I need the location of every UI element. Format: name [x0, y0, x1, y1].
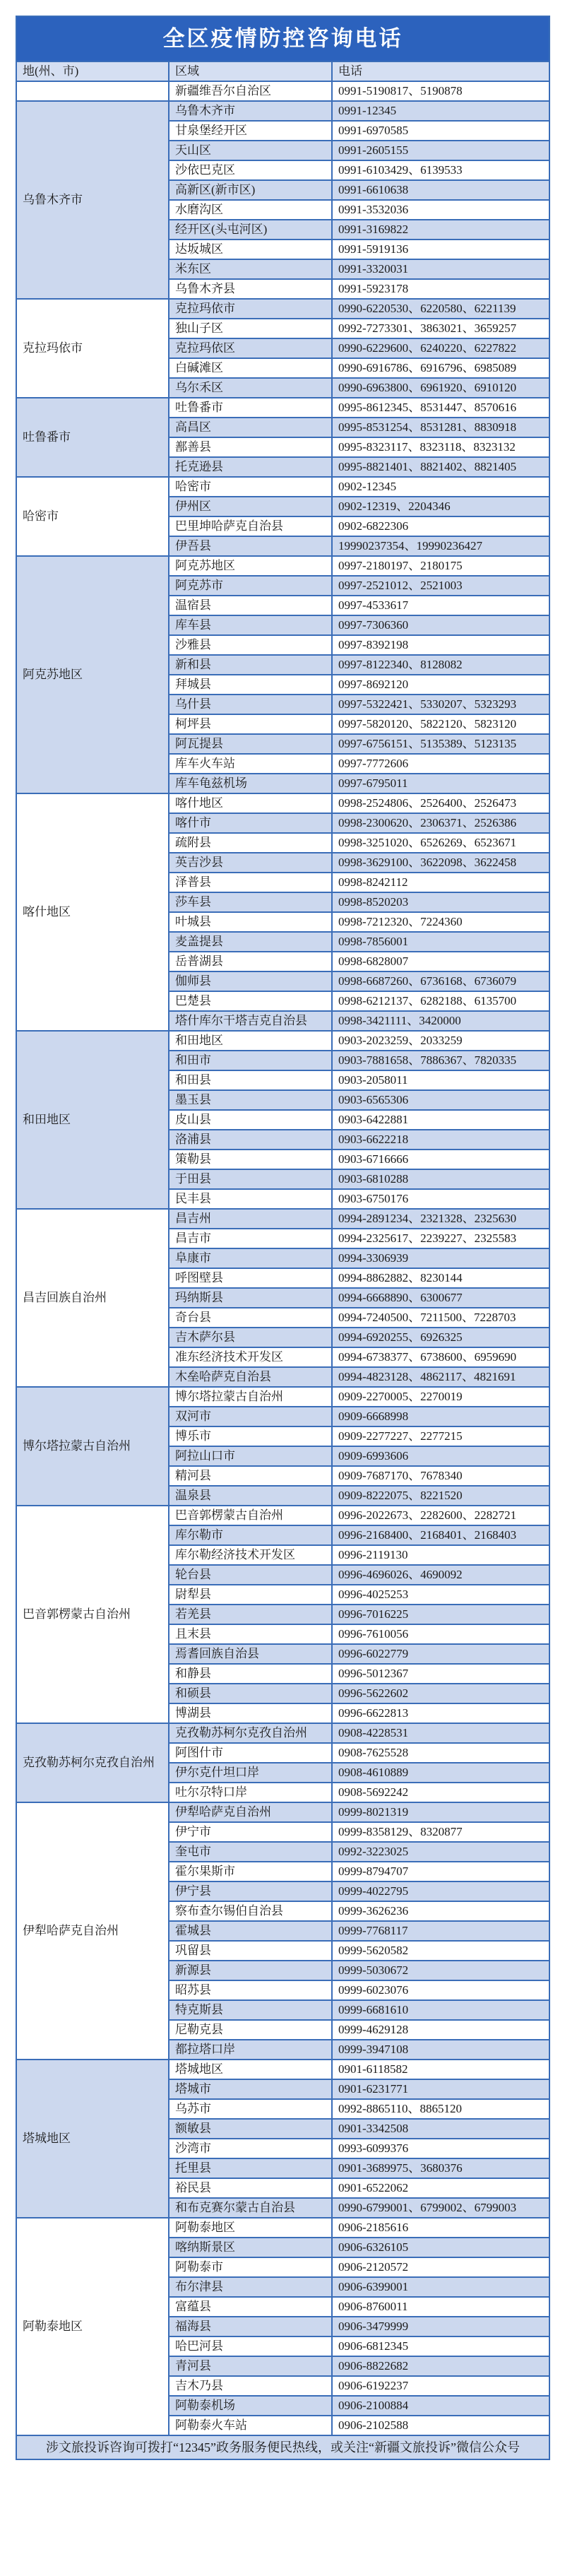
region-cell: 库车县: [169, 615, 332, 635]
phone-cell: 0996-2022673、2282600、2282721: [332, 1506, 549, 1525]
phone-cell: 0992-3223025: [332, 1842, 549, 1862]
phone-cell: 0909-6668998: [332, 1407, 549, 1426]
region-cell: 阿拉山口市: [169, 1446, 332, 1466]
phone-cell: 0999-6023076: [332, 1980, 549, 2000]
region-cell: 哈巴河县: [169, 2336, 332, 2356]
phone-cell: 0906-8822682: [332, 2356, 549, 2376]
region-cell: 米东区: [169, 259, 332, 279]
phone-cell: 0998-6212137、6282188、6135700: [332, 991, 549, 1011]
table-row: [16, 398, 549, 418]
phone-cell: 0999-3626236: [332, 1901, 549, 1921]
region-cell: 乌鲁木齐县: [169, 279, 332, 299]
phone-directory-table: [16, 16, 550, 2460]
prefecture-cell: 阿勒泰地区: [16, 2218, 169, 2435]
phone-cell: 0906-6192237: [332, 2376, 549, 2396]
region-cell: 沙雅县: [169, 635, 332, 655]
table-row: [16, 1387, 549, 1407]
phone-cell: 0906-2185616: [332, 2218, 549, 2238]
phone-cell: 0990-6229600、6240220、6227822: [332, 338, 549, 358]
phone-cell: 0990-6799001、6799002、6799003: [332, 2198, 549, 2218]
region-cell: 塔什库尔干塔吉克自治县: [169, 1011, 332, 1031]
phone-cell: 0997-6756151、5135389、5123135: [332, 734, 549, 754]
phone-cell: 0999-8021319: [332, 1802, 549, 1822]
region-cell: 伽师县: [169, 971, 332, 991]
region-cell: 且末县: [169, 1624, 332, 1644]
phone-cell: 0903-6750176: [332, 1189, 549, 1209]
phone-cell: 0994-2325617、2239227、2325583: [332, 1229, 549, 1248]
phone-cell: 0991-6103429、6139533: [332, 160, 549, 180]
region-cell: 木垒哈萨克自治县: [169, 1367, 332, 1387]
region-cell: 和田市: [169, 1051, 332, 1070]
region-cell: 准东经济技术开发区: [169, 1347, 332, 1367]
phone-cell: 0998-3421111、3420000: [332, 1011, 549, 1031]
phone-cell: 0903-6622218: [332, 1130, 549, 1150]
phone-cell: 0901-3689975、3680376: [332, 2158, 549, 2178]
table-row: [16, 1723, 549, 1743]
region-cell: 新源县: [169, 1961, 332, 1980]
phone-cell: 0996-4025253: [332, 1585, 549, 1605]
region-cell: 哈密市: [169, 477, 332, 497]
region-cell: 天山区: [169, 141, 332, 160]
region-cell: 克拉玛依市: [169, 299, 332, 319]
phone-cell: 0995-8323117、8323118、8323132: [332, 437, 549, 457]
region-cell: 阿克苏市: [169, 576, 332, 596]
region-cell: 呼图壁县: [169, 1268, 332, 1288]
region-cell: 塔城地区: [169, 2060, 332, 2079]
phone-cell: 0997-7772606: [332, 754, 549, 774]
region-cell: 巩留县: [169, 1941, 332, 1961]
region-cell: 皮山县: [169, 1110, 332, 1130]
phone-cell: 0996-7016225: [332, 1605, 549, 1624]
region-cell: 柯坪县: [169, 714, 332, 734]
phone-cell: 0903-6810288: [332, 1169, 549, 1189]
phone-cell: 0906-6326105: [332, 2238, 549, 2257]
table-body: [16, 81, 549, 2435]
region-cell: 新和县: [169, 655, 332, 675]
column-header-prefecture: 地(州、市): [16, 61, 169, 81]
phone-cell: 0990-6220530、6220580、6221139: [332, 299, 549, 319]
region-cell: 博尔塔拉蒙古自治州: [169, 1387, 332, 1407]
region-cell: 尉犁县: [169, 1585, 332, 1605]
phone-cell: 0995-8821401、8821402、8821405: [332, 457, 549, 477]
region-cell: 福海县: [169, 2317, 332, 2336]
region-cell: 甘泉堡经开区: [169, 121, 332, 141]
region-cell: 墨玉县: [169, 1090, 332, 1110]
phone-cell: 0906-2120572: [332, 2257, 549, 2277]
region-cell: 阿勒泰机场: [169, 2396, 332, 2416]
region-cell: 伊吾县: [169, 536, 332, 556]
phone-cell: 0903-7881658、7886367、7820335: [332, 1051, 549, 1070]
table-row: [16, 556, 549, 576]
region-cell: 阿勒泰火车站: [169, 2416, 332, 2435]
region-cell: 沙依巴克区: [169, 160, 332, 180]
phone-cell: 0991-6610638: [332, 180, 549, 200]
region-cell: 吐鲁番市: [169, 398, 332, 418]
prefecture-cell: 塔城地区: [16, 2060, 169, 2218]
region-cell: 岳普湖县: [169, 952, 332, 971]
phone-cell: 0998-3251020、6526269、6523671: [332, 833, 549, 853]
region-cell: 伊宁县: [169, 1881, 332, 1901]
region-cell: 伊宁市: [169, 1822, 332, 1842]
phone-cell: 0998-6828007: [332, 952, 549, 971]
phone-cell: 0990-6916786、6916796、6985089: [332, 358, 549, 378]
table-row: [16, 793, 549, 813]
region-cell: 阿瓦提县: [169, 734, 332, 754]
region-cell: 温泉县: [169, 1486, 332, 1506]
phone-cell: 0996-5622602: [332, 1684, 549, 1703]
table-row: [16, 1506, 549, 1525]
phone-cell: 0997-2180197、2180175: [332, 556, 549, 576]
phone-cell: 0991-5923178: [332, 279, 549, 299]
region-cell: 玛纳斯县: [169, 1288, 332, 1308]
region-cell: 博湖县: [169, 1703, 332, 1723]
phone-cell: 0903-2023259、2033259: [332, 1031, 549, 1051]
region-cell: 伊尔克什坦口岸: [169, 1763, 332, 1783]
phone-cell: 0996-2168400、2168401、2168403: [332, 1525, 549, 1545]
phone-cell: 0997-4533617: [332, 596, 549, 615]
footer-note: 涉文旅投诉咨询可拨打“12345”政务服务便民热线，或关注“新疆文旅投诉”微信公众号: [16, 2435, 549, 2459]
region-cell: 温宿县: [169, 596, 332, 615]
region-cell: 托里县: [169, 2158, 332, 2178]
table-row: [16, 299, 549, 319]
region-cell: 和静县: [169, 1664, 332, 1684]
region-cell: 高新区(新市区): [169, 180, 332, 200]
region-cell: 喀什市: [169, 813, 332, 833]
phone-cell: 0994-6920255、6926325: [332, 1328, 549, 1347]
region-cell: 双河市: [169, 1407, 332, 1426]
region-cell: 洛浦县: [169, 1130, 332, 1150]
phone-cell: 0908-7625528: [332, 1743, 549, 1763]
phone-cell: 0901-6522062: [332, 2178, 549, 2198]
region-cell: 裕民县: [169, 2178, 332, 2198]
phone-cell: 0909-6993606: [332, 1446, 549, 1466]
prefecture-cell: [16, 81, 169, 101]
title-row: [16, 16, 549, 61]
phone-cell: 0994-6738377、6738600、6959690: [332, 1347, 549, 1367]
page-title: 全区疫情防控咨询电话: [16, 16, 549, 61]
phone-cell: 0997-6795011: [332, 774, 549, 793]
region-cell: 托克逊县: [169, 457, 332, 477]
phone-cell: 0996-5012367: [332, 1664, 549, 1684]
phone-cell: 0992-7273301、3863021、3659257: [332, 319, 549, 338]
phone-cell: 0999-4022795: [332, 1881, 549, 1901]
table-row: [16, 477, 549, 497]
phone-cell: 0991-2605155: [332, 141, 549, 160]
phone-cell: 0901-6231771: [332, 2079, 549, 2099]
phone-cell: 0901-3342508: [332, 2119, 549, 2139]
prefecture-cell: 克孜勒苏柯尔克孜自治州: [16, 1723, 169, 1802]
phone-cell: 19990237354、19990236427: [332, 536, 549, 556]
phone-cell: 0995-8531254、8531281、8830918: [332, 418, 549, 437]
phone-cell: 0997-5322421、5330207、5323293: [332, 695, 549, 714]
region-cell: 伊州区: [169, 497, 332, 516]
prefecture-cell: 博尔塔拉蒙古自治州: [16, 1387, 169, 1506]
phone-cell: 0903-6565306: [332, 1090, 549, 1110]
phone-cell: 0998-7212320、7224360: [332, 912, 549, 932]
region-cell: 吉木乃县: [169, 2376, 332, 2396]
region-cell: 阿勒泰市: [169, 2257, 332, 2277]
region-cell: 阿勒泰地区: [169, 2218, 332, 2238]
prefecture-cell: 和田地区: [16, 1031, 169, 1209]
phone-cell: 0996-7610056: [332, 1624, 549, 1644]
region-cell: 水磨沟区: [169, 200, 332, 220]
region-cell: 民丰县: [169, 1189, 332, 1209]
phone-cell: 0902-12345: [332, 477, 549, 497]
region-cell: 富蕴县: [169, 2297, 332, 2317]
region-cell: 莎车县: [169, 892, 332, 912]
phone-cell: 0999-3947108: [332, 2040, 549, 2060]
phone-cell: 0909-2277227、2277215: [332, 1426, 549, 1446]
region-cell: 经开区(头屯河区): [169, 220, 332, 240]
region-cell: 和布克赛尔蒙古自治县: [169, 2198, 332, 2218]
phone-cell: 0909-8222075、8221520: [332, 1486, 549, 1506]
prefecture-cell: 巴音郭楞蒙古自治州: [16, 1506, 169, 1723]
region-cell: 泽普县: [169, 873, 332, 892]
region-cell: 疏附县: [169, 833, 332, 853]
phone-cell: 0991-3169822: [332, 220, 549, 240]
prefecture-cell: 克拉玛依市: [16, 299, 169, 398]
region-cell: 叶城县: [169, 912, 332, 932]
region-cell: 巴里坤哈萨克自治县: [169, 516, 332, 536]
phone-cell: 0901-6118582: [332, 2060, 549, 2079]
region-cell: 奎屯市: [169, 1842, 332, 1862]
region-cell: 拜城县: [169, 675, 332, 695]
phone-cell: 0908-4228531: [332, 1723, 549, 1743]
phone-cell: 0998-8242112: [332, 873, 549, 892]
region-cell: 于田县: [169, 1169, 332, 1189]
phone-cell: 0906-8760011: [332, 2297, 549, 2317]
table-row: [16, 1209, 549, 1229]
phone-cell: 0999-7768117: [332, 1921, 549, 1941]
region-cell: 达坂城区: [169, 240, 332, 259]
phone-cell: 0996-6022779: [332, 1644, 549, 1664]
phone-cell: 0994-3306939: [332, 1248, 549, 1268]
phone-cell: 0992-8865110、8865120: [332, 2099, 549, 2119]
phone-cell: 0908-5692242: [332, 1783, 549, 1802]
region-cell: 克孜勒苏柯尔克孜自治州: [169, 1723, 332, 1743]
phone-cell: 0995-8612345、8531447、8570616: [332, 398, 549, 418]
region-cell: 乌鲁木齐市: [169, 101, 332, 121]
region-cell: 库尔勒市: [169, 1525, 332, 1545]
phone-cell: 0998-6687260、6736168、6736079: [332, 971, 549, 991]
region-cell: 塔城市: [169, 2079, 332, 2099]
table-row: [16, 101, 549, 121]
region-cell: 独山子区: [169, 319, 332, 338]
region-cell: 伊犁哈萨克自治州: [169, 1802, 332, 1822]
region-cell: 阜康市: [169, 1248, 332, 1268]
phone-cell: 0902-12319、2204346: [332, 497, 549, 516]
phone-cell: 0991-5919136: [332, 240, 549, 259]
region-cell: 都拉塔口岸: [169, 2040, 332, 2060]
region-cell: 鄯善县: [169, 437, 332, 457]
region-cell: 吉木萨尔县: [169, 1328, 332, 1347]
phone-cell: 0997-7306360: [332, 615, 549, 635]
region-cell: 察布查尔锡伯自治县: [169, 1901, 332, 1921]
phone-cell: 0998-2300620、2306371、2526386: [332, 813, 549, 833]
table-row: [16, 1031, 549, 1051]
phone-cell: 0999-5030672: [332, 1961, 549, 1980]
phone-cell: 0903-6422881: [332, 1110, 549, 1130]
region-cell: 昌吉市: [169, 1229, 332, 1248]
phone-cell: 0909-2270005、2270019: [332, 1387, 549, 1407]
phone-cell: 0998-2524806、2526400、2526473: [332, 793, 549, 813]
region-cell: 昌吉州: [169, 1209, 332, 1229]
region-cell: 克拉玛依区: [169, 338, 332, 358]
region-cell: 特克斯县: [169, 2000, 332, 2020]
phone-cell: 0906-6399001: [332, 2277, 549, 2297]
prefecture-cell: 伊犁哈萨克自治州: [16, 1802, 169, 2060]
phone-cell: 0993-6099376: [332, 2139, 549, 2158]
region-cell: 霍尔果斯市: [169, 1862, 332, 1881]
phone-cell: 0996-2119130: [332, 1545, 549, 1565]
region-cell: 和田地区: [169, 1031, 332, 1051]
region-cell: 布尔津县: [169, 2277, 332, 2297]
phone-cell: 0903-6716666: [332, 1150, 549, 1169]
region-cell: 巴楚县: [169, 991, 332, 1011]
prefecture-cell: 吐鲁番市: [16, 398, 169, 477]
phone-cell: 0902-6822306: [332, 516, 549, 536]
phone-cell: 0903-2058011: [332, 1070, 549, 1090]
phone-cell: 0909-7687170、7678340: [332, 1466, 549, 1486]
phone-cell: 0994-7240500、7211500、7228703: [332, 1308, 549, 1328]
region-cell: 和硕县: [169, 1684, 332, 1703]
region-cell: 尼勒克县: [169, 2020, 332, 2040]
region-cell: 青河县: [169, 2356, 332, 2376]
phone-cell: 0994-6668890、6300677: [332, 1288, 549, 1308]
footer-row: [16, 2435, 549, 2459]
region-cell: 策勒县: [169, 1150, 332, 1169]
region-cell: 白碱滩区: [169, 358, 332, 378]
region-cell: 英吉沙县: [169, 853, 332, 873]
phone-cell: 0991-3320031: [332, 259, 549, 279]
prefecture-cell: 哈密市: [16, 477, 169, 556]
region-cell: 精河县: [169, 1466, 332, 1486]
phone-cell: 0999-5620582: [332, 1941, 549, 1961]
region-cell: 阿图什市: [169, 1743, 332, 1763]
phone-cell: 0996-4696026、4690092: [332, 1565, 549, 1585]
region-cell: 奇台县: [169, 1308, 332, 1328]
phone-cell: 0999-6681610: [332, 2000, 549, 2020]
phone-cell: 0991-3532036: [332, 200, 549, 220]
phone-cell: 0997-8122340、8128082: [332, 655, 549, 675]
region-cell: 博乐市: [169, 1426, 332, 1446]
region-cell: 喀什地区: [169, 793, 332, 813]
phone-cell: 0999-8794707: [332, 1862, 549, 1881]
region-cell: 吐尔尕特口岸: [169, 1783, 332, 1802]
phone-cell: 0997-2521012、2521003: [332, 576, 549, 596]
table-row: [16, 1802, 549, 1822]
phone-cell: 0906-6812345: [332, 2336, 549, 2356]
region-cell: 额敏县: [169, 2119, 332, 2139]
phone-cell: 0994-2891234、2321328、2325630: [332, 1209, 549, 1229]
phone-cell: 0906-2100884: [332, 2396, 549, 2416]
phone-cell: 0994-8862882、8230144: [332, 1268, 549, 1288]
prefecture-cell: 乌鲁木齐市: [16, 101, 169, 299]
phone-cell: 0906-3479999: [332, 2317, 549, 2336]
phone-cell: 0991-12345: [332, 101, 549, 121]
phone-cell: 0990-6963800、6961920、6910120: [332, 378, 549, 398]
region-cell: 乌什县: [169, 695, 332, 714]
prefecture-cell: 阿克苏地区: [16, 556, 169, 793]
region-cell: 乌苏市: [169, 2099, 332, 2119]
region-cell: 新疆维吾尔自治区: [169, 81, 332, 101]
region-cell: 焉耆回族自治县: [169, 1644, 332, 1664]
region-cell: 喀纳斯景区: [169, 2238, 332, 2257]
region-cell: 高昌区: [169, 418, 332, 437]
prefecture-cell: 喀什地区: [16, 793, 169, 1031]
phone-cell: 0996-6622813: [332, 1703, 549, 1723]
column-header-phone: 电话: [332, 61, 549, 81]
table-row: [16, 2060, 549, 2079]
phone-cell: 0998-8520203: [332, 892, 549, 912]
phone-cell: 0997-8692120: [332, 675, 549, 695]
phone-cell: 0994-4823128、4862117、4821691: [332, 1367, 549, 1387]
phone-cell: 0999-8358129、8320877: [332, 1822, 549, 1842]
region-cell: 昭苏县: [169, 1980, 332, 2000]
phone-cell: 0997-8392198: [332, 635, 549, 655]
table-row: [16, 2218, 549, 2238]
region-cell: 若羌县: [169, 1605, 332, 1624]
table-row: [16, 81, 549, 101]
region-cell: 沙湾市: [169, 2139, 332, 2158]
prefecture-cell: 昌吉回族自治州: [16, 1209, 169, 1387]
phone-cell: 0991-5190817、5190878: [332, 81, 549, 101]
header-row: [16, 61, 549, 81]
region-cell: 库车龟兹机场: [169, 774, 332, 793]
region-cell: 巴音郭楞蒙古自治州: [169, 1506, 332, 1525]
region-cell: 霍城县: [169, 1921, 332, 1941]
region-cell: 库尔勒经济技术开发区: [169, 1545, 332, 1565]
region-cell: 和田县: [169, 1070, 332, 1090]
region-cell: 乌尔禾区: [169, 378, 332, 398]
phone-cell: 0908-4610889: [332, 1763, 549, 1783]
region-cell: 麦盖提县: [169, 932, 332, 952]
phone-cell: 0998-7856001: [332, 932, 549, 952]
region-cell: 阿克苏地区: [169, 556, 332, 576]
phone-cell: 0906-2102588: [332, 2416, 549, 2435]
phone-cell: 0999-4629128: [332, 2020, 549, 2040]
phone-cell: 0991-6970585: [332, 121, 549, 141]
column-header-region: 区域: [169, 61, 332, 81]
region-cell: 库车火车站: [169, 754, 332, 774]
phone-cell: 0997-5820120、5822120、5823120: [332, 714, 549, 734]
phone-cell: 0998-3629100、3622098、3622458: [332, 853, 549, 873]
region-cell: 轮台县: [169, 1565, 332, 1585]
